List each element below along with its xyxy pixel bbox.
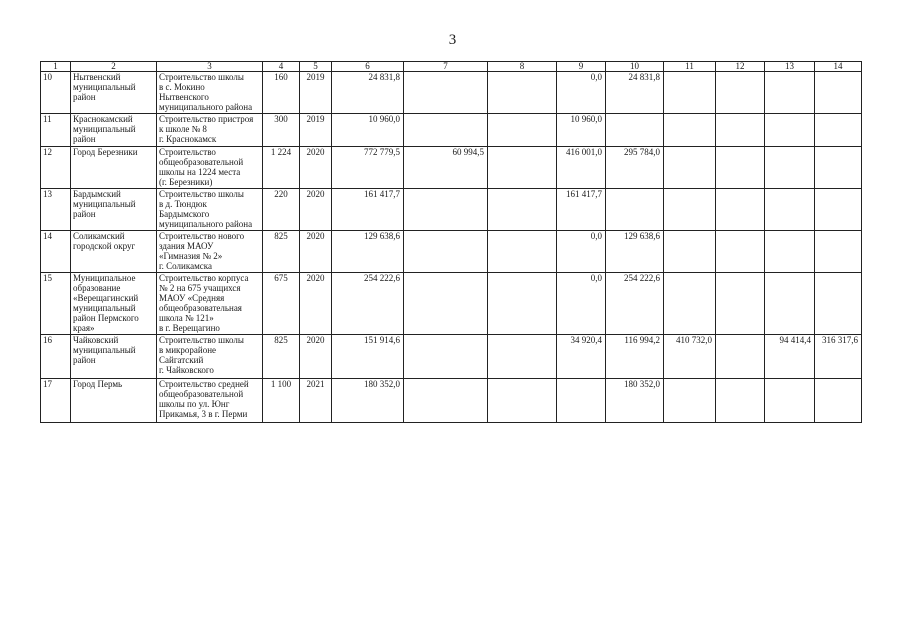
col12-cell [716,189,765,231]
row-number: 15 [41,273,71,335]
capacity-cell: 300 [263,114,300,147]
col11-cell [664,147,716,189]
year-cell: 2020 [300,147,332,189]
col7-cell [404,379,488,423]
row-number: 17 [41,379,71,423]
column-header: 6 [332,62,404,72]
column-number-row [41,62,862,72]
col13-cell [765,231,815,273]
column-header: 9 [557,62,606,72]
row-number: 16 [41,335,71,379]
column-header: 3 [157,62,263,72]
col10-cell: 116 994,2 [606,335,664,379]
col10-cell: 295 784,0 [606,147,664,189]
column-header: 7 [404,62,488,72]
capacity-cell: 220 [263,189,300,231]
table-row [41,189,862,231]
col7-cell [404,189,488,231]
column-header: 2 [71,62,157,72]
year-cell: 2020 [300,189,332,231]
column-header: 10 [606,62,664,72]
col9-cell: 34 920,4 [557,335,606,379]
col11-cell: 410 732,0 [664,335,716,379]
total-cost-cell: 772 779,5 [332,147,404,189]
col9-cell: 10 960,0 [557,114,606,147]
object-cell: Строительство корпуса № 2 на 675 учащихся МАОУ «Средняя общеобразовательная школа № 121» в г. Верещагино [157,273,263,335]
municipality-cell: Город Березники [71,147,157,189]
col11-cell [664,273,716,335]
column-header: 14 [815,62,862,72]
col11-cell [664,379,716,423]
col12-cell [716,335,765,379]
total-cost-cell: 180 352,0 [332,379,404,423]
col11-cell [664,231,716,273]
col7-cell [404,231,488,273]
total-cost-cell: 24 831,8 [332,72,404,114]
col8-cell [488,189,557,231]
object-cell: Строительство школы в с. Мокино Нытвенского муниципального района [157,72,263,114]
col13-cell [765,114,815,147]
col7-cell: 60 994,5 [404,147,488,189]
page-number: 3 [448,32,457,48]
col9-cell: 416 001,0 [557,147,606,189]
col8-cell [488,231,557,273]
col14-cell: 316 317,6 [815,335,862,379]
column-header: 8 [488,62,557,72]
municipality-cell: Чайковский муниципальный район [71,335,157,379]
investment-table [40,61,862,423]
year-cell: 2020 [300,335,332,379]
col10-cell: 24 831,8 [606,72,664,114]
column-header: 12 [716,62,765,72]
municipality-cell: Муниципальное образование «Верещагинский муниципальный район Пермского края» [71,273,157,335]
municipality-cell: Город Пермь [71,379,157,423]
object-cell: Строительство школы в микрорайоне Сайгатский г. Чайковского [157,335,263,379]
col10-cell: 254 222,6 [606,273,664,335]
col12-cell [716,72,765,114]
col10-cell [606,114,664,147]
year-cell: 2019 [300,72,332,114]
year-cell: 2021 [300,379,332,423]
col12-cell [716,114,765,147]
col8-cell [488,335,557,379]
col14-cell [815,231,862,273]
municipality-cell: Краснокамский муниципальный район [71,114,157,147]
col11-cell [664,114,716,147]
table-row [41,72,862,114]
col13-cell [765,189,815,231]
total-cost-cell: 161 417,7 [332,189,404,231]
municipality-cell: Соликамский городской округ [71,231,157,273]
object-cell: Строительство средней общеобразовательной школы по ул. Юнг Прикамья, 3 в г. Перми [157,379,263,423]
row-number: 12 [41,147,71,189]
capacity-cell: 1 100 [263,379,300,423]
capacity-cell: 825 [263,335,300,379]
table-body [41,72,862,423]
year-cell: 2020 [300,273,332,335]
col8-cell [488,114,557,147]
col14-cell [815,379,862,423]
object-cell: Строительство нового здания МАОУ «Гимназия № 2» г. Соликамска [157,231,263,273]
col9-cell [557,379,606,423]
col8-cell [488,72,557,114]
col9-cell: 161 417,7 [557,189,606,231]
total-cost-cell: 10 960,0 [332,114,404,147]
column-header: 11 [664,62,716,72]
capacity-cell: 825 [263,231,300,273]
col12-cell [716,147,765,189]
capacity-cell: 675 [263,273,300,335]
col7-cell [404,114,488,147]
row-number: 11 [41,114,71,147]
total-cost-cell: 151 914,6 [332,335,404,379]
table-row [41,335,862,379]
col9-cell: 0,0 [557,231,606,273]
col13-cell: 94 414,4 [765,335,815,379]
col8-cell [488,147,557,189]
capacity-cell: 1 224 [263,147,300,189]
col10-cell: 129 638,6 [606,231,664,273]
col12-cell [716,231,765,273]
column-header: 1 [41,62,71,72]
object-cell: Строительство общеобразовательной школы на 1224 места (г. Березники) [157,147,263,189]
col7-cell [404,335,488,379]
col14-cell [815,147,862,189]
column-header: 4 [263,62,300,72]
col9-cell: 0,0 [557,273,606,335]
table-row [41,273,862,335]
table-row [41,114,862,147]
col13-cell [765,72,815,114]
row-number: 14 [41,231,71,273]
col14-cell [815,72,862,114]
table-row [41,147,862,189]
table-row [41,379,862,423]
col14-cell [815,273,862,335]
col7-cell [404,273,488,335]
col14-cell [815,114,862,147]
col10-cell [606,189,664,231]
row-number: 10 [41,72,71,114]
col12-cell [716,379,765,423]
col8-cell [488,273,557,335]
col13-cell [765,147,815,189]
municipality-cell: Бардымский муниципальный район [71,189,157,231]
col8-cell [488,379,557,423]
row-number: 13 [41,189,71,231]
total-cost-cell: 129 638,6 [332,231,404,273]
col9-cell: 0,0 [557,72,606,114]
total-cost-cell: 254 222,6 [332,273,404,335]
col10-cell: 180 352,0 [606,379,664,423]
object-cell: Строительство школы в д. Тюндюк Бардымского муниципального района [157,189,263,231]
col11-cell [664,189,716,231]
object-cell: Строительство пристроя к школе № 8 г. Краснокамск [157,114,263,147]
table-row [41,231,862,273]
col14-cell [815,189,862,231]
col13-cell [765,379,815,423]
col11-cell [664,72,716,114]
capacity-cell: 160 [263,72,300,114]
year-cell: 2020 [300,231,332,273]
column-header: 5 [300,62,332,72]
col13-cell [765,273,815,335]
year-cell: 2019 [300,114,332,147]
municipality-cell: Нытвенский муниципальный район [71,72,157,114]
column-header: 13 [765,62,815,72]
col7-cell [404,72,488,114]
col12-cell [716,273,765,335]
